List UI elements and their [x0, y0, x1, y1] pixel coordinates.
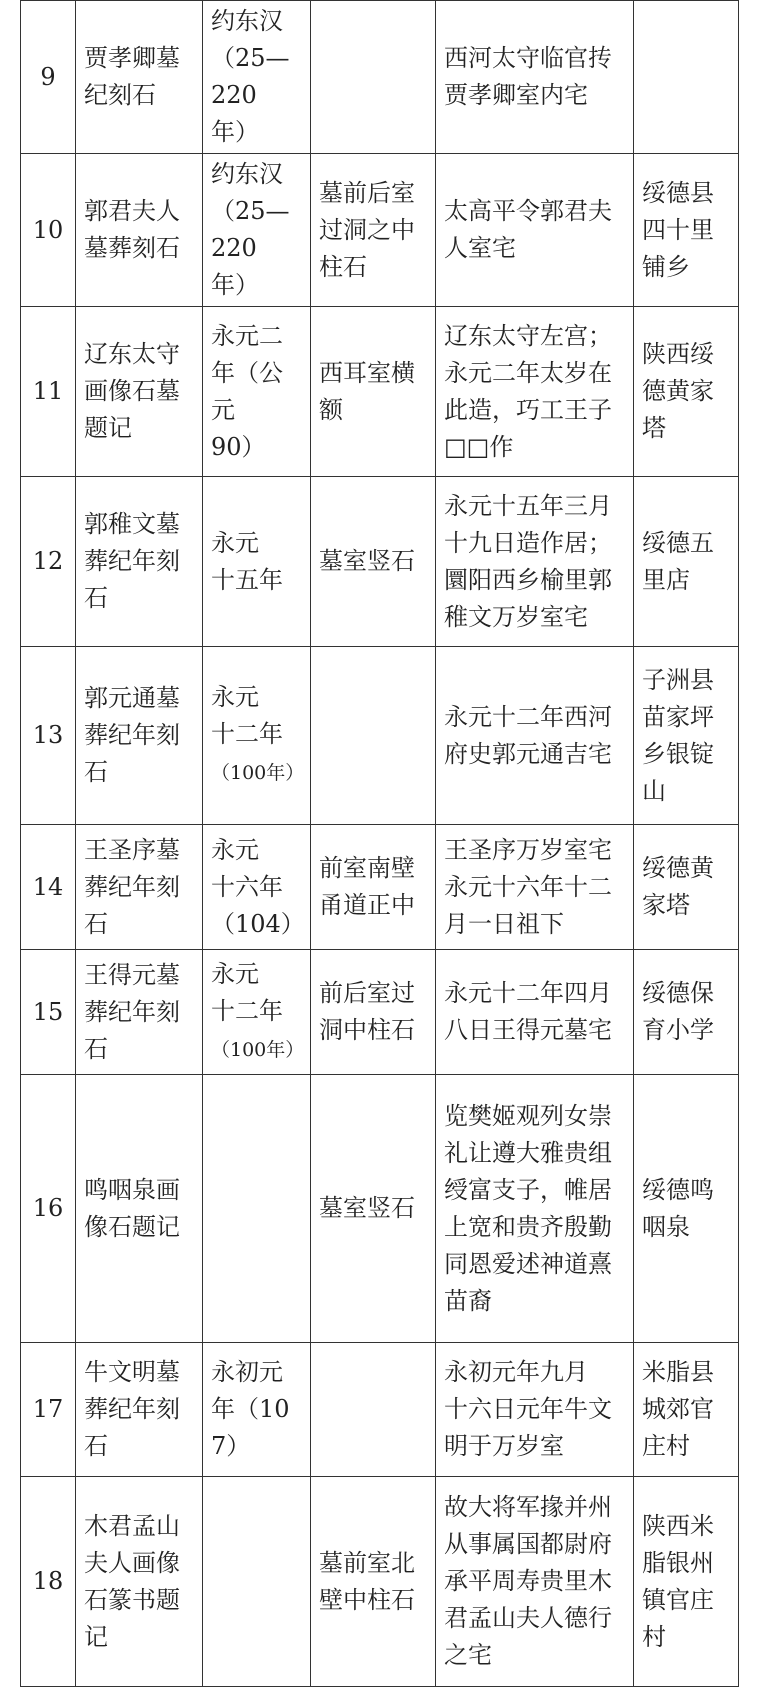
date-cell: 永元二 年（公元 90） — [203, 307, 311, 477]
location-cell: 墓室竖石 — [311, 1075, 436, 1343]
inscription-table — [20, 0, 739, 1687]
inscription-text: 辽东太守左宫； 永元二年太岁在 此造，巧工王子 □□作 — [436, 307, 634, 477]
date-cell — [203, 647, 311, 825]
place-cell: 绥德黄 家塔 — [634, 825, 739, 950]
row-number: 18 — [21, 1477, 76, 1687]
date-sub: （100年） — [211, 762, 305, 784]
date-sub: （100年） — [211, 1038, 305, 1061]
table-row — [21, 950, 739, 1075]
table-row — [21, 1343, 739, 1477]
date-main: 永元 十二年 — [211, 683, 283, 748]
table-row — [21, 647, 739, 825]
inscription-text: 永元十二年四月 八日王得元墓宅 — [436, 950, 634, 1075]
date-cell — [203, 1075, 311, 1343]
place-cell: 绥德鸣 咽泉 — [634, 1075, 739, 1343]
inscription-text: 永元十二年西河 府史郭元通吉宅 — [436, 647, 634, 825]
table-row — [21, 825, 739, 950]
inscription-name: 郭元通墓 葬纪年刻 石 — [76, 647, 203, 825]
inscription-text: 览樊姬观列女崇 礼让遵大雅贵组 绶富支子，帷居 上宽和贵齐殷勤 同恩爱述神道熹 苗裔 — [436, 1075, 634, 1343]
date-main: 永元 十二年 — [211, 959, 283, 1025]
inscription-text: 太高平令郭君夫 人室宅 — [436, 154, 634, 307]
table-row — [21, 477, 739, 647]
date-cell: 约东汉 （25—220 年） — [203, 1, 311, 154]
location-cell — [311, 647, 436, 825]
inscription-text: 永元十五年三月 十九日造作居； 圜阳西乡榆里郭 稚文万岁室宅 — [436, 477, 634, 647]
date-cell: 永元 十六年 （104） — [203, 825, 311, 950]
place-cell: 绥德五 里店 — [634, 477, 739, 647]
inscription-name: 牛文明墓 葬纪年刻 石 — [76, 1343, 203, 1477]
place-cell: 绥德县 四十里 铺乡 — [634, 154, 739, 307]
inscription-name: 王得元墓 葬纪年刻 石 — [76, 950, 203, 1075]
table-row — [21, 1, 739, 154]
place-cell: 米脂县 城郊官 庄村 — [634, 1343, 739, 1477]
table-container — [20, 0, 739, 1687]
table-row — [21, 1075, 739, 1343]
inscription-name: 辽东太守 画像石墓 题记 — [76, 307, 203, 477]
row-number: 15 — [21, 950, 76, 1075]
inscription-name: 鸣咽泉画 像石题记 — [76, 1075, 203, 1343]
inscription-name: 贾孝卿墓 纪刻石 — [76, 1, 203, 154]
location-cell — [311, 1, 436, 154]
location-cell: 前后室过 洞中柱石 — [311, 950, 436, 1075]
location-cell: 西耳室横 额 — [311, 307, 436, 477]
row-number: 11 — [21, 307, 76, 477]
inscription-name: 王圣序墓 葬纪年刻 石 — [76, 825, 203, 950]
row-number: 9 — [21, 1, 76, 154]
inscription-name: 郭君夫人 墓葬刻石 — [76, 154, 203, 307]
place-cell: 绥德保 育小学 — [634, 950, 739, 1075]
row-number: 12 — [21, 477, 76, 647]
inscription-text: 永初元年九月 十六日元年牛文 明于万岁室 — [436, 1343, 634, 1477]
inscription-name: 郭稚文墓 葬纪年刻 石 — [76, 477, 203, 647]
row-number: 13 — [21, 647, 76, 825]
row-number: 17 — [21, 1343, 76, 1477]
date-cell: 永元 十五年 — [203, 477, 311, 647]
inscription-text: 西河太守临官抟 贾孝卿室内宅 — [436, 1, 634, 154]
place-cell: 陕西米 脂银州 镇官庄 村 — [634, 1477, 739, 1687]
date-cell: 约东汉 （25—220 年） — [203, 154, 311, 307]
place-cell — [634, 1, 739, 154]
location-cell — [311, 1343, 436, 1477]
table-row — [21, 154, 739, 307]
place-cell: 子洲县 苗家坪 乡银锭 山 — [634, 647, 739, 825]
location-cell: 墓前室北 壁中柱石 — [311, 1477, 436, 1687]
date-cell: 永初元 年（107） — [203, 1343, 311, 1477]
inscription-text: 王圣序万岁室宅 永元十六年十二 月一日祖下 — [436, 825, 634, 950]
date-cell — [203, 950, 311, 1075]
location-cell: 墓室竖石 — [311, 477, 436, 647]
row-number: 14 — [21, 825, 76, 950]
location-cell: 墓前后室 过洞之中 柱石 — [311, 154, 436, 307]
location-cell: 前室南壁 甬道正中 — [311, 825, 436, 950]
place-cell: 陕西绥 德黄家 塔 — [634, 307, 739, 477]
row-number: 16 — [21, 1075, 76, 1343]
inscription-name: 木君孟山 夫人画像 石篆书题 记 — [76, 1477, 203, 1687]
table-row — [21, 1477, 739, 1687]
row-number: 10 — [21, 154, 76, 307]
table-row — [21, 307, 739, 477]
inscription-text: 故大将军掾并州 从事属国都尉府 承平周寿贵里木 君孟山夫人德行 之宅 — [436, 1477, 634, 1687]
date-cell — [203, 1477, 311, 1687]
